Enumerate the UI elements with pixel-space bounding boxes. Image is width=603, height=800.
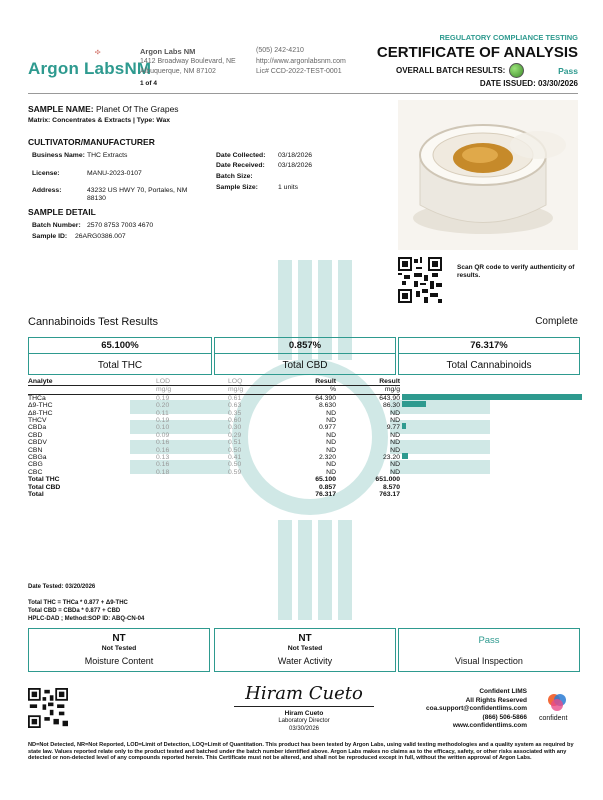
total-thc-label: Total THC: [97, 360, 143, 371]
signer-name: Hiram Cueto: [284, 710, 324, 717]
cell-pct: 76.317: [315, 491, 336, 499]
cell-loq: 0.51: [228, 439, 242, 447]
cell-mg: ND: [390, 417, 400, 425]
cell-mg: 643.90: [379, 394, 400, 402]
address-label: Address:: [32, 187, 62, 194]
batch-size-label: Batch Size:: [216, 173, 253, 180]
sample-size-label: Sample Size:: [216, 184, 258, 191]
signature-date: 03/30/2026: [288, 726, 320, 732]
cell-analyte: CBD: [28, 431, 43, 439]
cell-mg: ND: [390, 431, 400, 439]
business-label: Business Name:: [32, 152, 85, 159]
cell-lod: 0.19: [156, 394, 170, 402]
lims-rights: All Rights Reserved: [465, 696, 527, 704]
cell-pct: 64.390: [315, 394, 336, 402]
cell-analyte: Δ8-THC: [28, 409, 53, 417]
overall-result: Pass: [558, 66, 578, 76]
regulatory-heading: REGULATORY COMPLIANCE TESTING: [439, 33, 578, 42]
date-received-label: Date Received:: [216, 162, 265, 169]
cell-pct: ND: [326, 468, 336, 476]
cell-pct: 8.630: [318, 402, 336, 410]
cell-mg: 8.570: [382, 483, 400, 491]
cell-loq: [228, 484, 268, 491]
water-activity-code: NT: [298, 633, 312, 644]
cell-loq: [228, 491, 268, 498]
col-analyte: Analyte: [28, 378, 53, 385]
total-cannabinoids-label: Total Cannabinoids: [446, 360, 532, 371]
cell-analyte: CBGa: [28, 454, 47, 462]
business-value: THC Extracts: [87, 152, 128, 159]
table-row: [28, 484, 400, 491]
cultivator-heading: CULTIVATOR/MANUFACTURER: [28, 137, 155, 147]
cell-analyte: CBG: [28, 461, 43, 469]
cell-mg: ND: [390, 409, 400, 417]
cell-loq: 0.35: [228, 409, 242, 417]
total-cannabinoids-value: 76.317%: [470, 340, 508, 351]
cell-pct: 2.320: [318, 454, 336, 462]
sample-matrix: Matrix: Concentrates & Extracts | Type: Wax: [28, 117, 171, 124]
water-activity-name: Water Activity: [277, 656, 333, 666]
page-number: 1 of 4: [140, 80, 157, 87]
product-photo: [398, 100, 578, 250]
address-line1: 43232 US HWY 70, Portales, NM: [87, 187, 188, 194]
lims-name: Confident LIMS: [479, 688, 527, 695]
date-collected-value: 03/18/2026: [278, 152, 313, 159]
table-row: [28, 454, 400, 461]
cell-lod: 0.13: [156, 454, 170, 462]
water-activity-box: [214, 628, 396, 672]
formula-thc: Total THC = THCa * 0.877 + Δ9-THC: [28, 600, 128, 606]
sample-size-value: 1 units: [278, 184, 299, 191]
lab-website[interactable]: http://www.argonlabsnm.com: [256, 58, 346, 65]
cell-loq: 0.30: [228, 424, 242, 432]
cell-loq: 0.63: [228, 402, 242, 410]
cell-loq: 0.60: [228, 417, 242, 425]
total-cbd-value: 0.857%: [288, 340, 322, 351]
water-activity-status: Not Tested: [287, 645, 323, 652]
confident-logo-icon: [546, 692, 568, 712]
date-issued: DATE ISSUED: 03/30/2026: [479, 79, 578, 88]
col-lod: LOD: [156, 378, 170, 385]
cell-mg: 763.17: [379, 491, 400, 499]
table-row: [28, 439, 400, 446]
cell-pct: ND: [326, 439, 336, 447]
date-collected-label: Date Collected:: [216, 152, 266, 159]
cell-analyte: Δ9-THC: [28, 402, 53, 410]
date-received-value: 03/18/2026: [278, 162, 313, 169]
lims-email[interactable]: coa.support@confidentlims.com: [426, 705, 527, 712]
table-row: [28, 476, 400, 483]
cell-mg: ND: [390, 446, 400, 454]
lims-web[interactable]: www.confidentlims.com: [452, 722, 527, 729]
header-divider: [28, 93, 578, 94]
signature-image: Hiram Cueto: [245, 683, 363, 704]
visual-inspection-box: [398, 628, 580, 672]
verification-qr-code[interactable]: [398, 257, 442, 303]
total-cannabinoids-box: [398, 337, 580, 375]
formula-cbd: Total CBD = CBDa * 0.877 + CBD: [28, 608, 121, 614]
cell-lod: 0.19: [156, 417, 170, 425]
cell-lod: 0.09: [156, 431, 170, 439]
lab-address-line2: Albuquerque, NM 87102: [140, 68, 216, 75]
lab-address-line1: 1412 Broadway Boulevard, NE: [140, 58, 236, 65]
cell-lod: 0.11: [156, 409, 169, 417]
cell-mg: 23.20: [382, 454, 400, 462]
total-cbd-box: [214, 337, 396, 375]
cell-lod: 0.10: [156, 424, 170, 432]
cell-loq: 0.29: [228, 431, 242, 439]
cannabinoids-status: Complete: [535, 316, 578, 327]
document-title: CERTIFICATE OF ANALYSIS: [376, 44, 578, 61]
cell-mg: 9.77: [386, 424, 400, 432]
moisture-content-box: [28, 628, 210, 672]
col-result-mg: Result: [379, 378, 400, 385]
cell-lod: 0.18: [156, 468, 170, 476]
cell-pct: 65.100: [315, 476, 336, 484]
unit-pct: %: [329, 386, 336, 394]
lab-license: Lic# CCD-2022-TEST-0001: [256, 68, 342, 75]
overall-label: OVERALL BATCH RESULTS:: [396, 66, 506, 75]
lims-info: [426, 688, 527, 731]
cell-loq: [228, 476, 268, 483]
result-bar: [402, 394, 582, 400]
cell-analyte: CBN: [28, 446, 43, 454]
cell-pct: ND: [326, 446, 336, 454]
signature-line: [234, 706, 374, 707]
table-row: [28, 491, 400, 498]
result-bar: [402, 453, 408, 459]
table-row: [28, 402, 400, 409]
cell-loq: 0.41: [228, 454, 242, 462]
visual-inspection-status: Pass: [478, 635, 500, 646]
cannabinoids-title: Cannabinoids Test Results: [28, 316, 159, 328]
date-tested: Date Tested: 03/20/2026: [28, 584, 96, 590]
table-row: [28, 469, 400, 476]
lab-phone: (505) 242-4210: [256, 47, 304, 54]
cell-lod: [156, 476, 228, 483]
total-thc-value: 65.100%: [101, 340, 139, 351]
visual-inspection-name: Visual Inspection: [455, 656, 523, 666]
cell-analyte: Total: [28, 491, 44, 499]
cannabinoid-results-table: [28, 378, 400, 499]
license-label: License:: [32, 170, 60, 177]
cell-pct: ND: [326, 431, 336, 439]
cell-pct: ND: [326, 461, 336, 469]
col-loq: LOQ: [228, 378, 243, 385]
batch-number-label: Batch Number:: [32, 222, 81, 229]
signer-title: Laboratory Director: [278, 718, 330, 724]
cell-mg: ND: [390, 468, 400, 476]
table-row: [28, 410, 400, 417]
result-bar: [402, 423, 406, 429]
table-row: [28, 424, 400, 431]
cell-analyte: CBDa: [28, 424, 47, 432]
table-row: [28, 417, 400, 424]
cell-mg: ND: [390, 461, 400, 469]
table-header-row: [28, 378, 400, 386]
sample-id-value: 26ARG0386.007: [75, 233, 126, 240]
cell-lod: 0.16: [156, 446, 170, 454]
moisture-status: Not Tested: [101, 645, 137, 652]
unit-mg: mg/g: [384, 386, 400, 394]
cell-loq: 0.50: [228, 461, 242, 469]
unit-loq: mg/g: [228, 386, 244, 394]
cell-analyte: CBDV: [28, 439, 47, 447]
cell-pct: 0.977: [318, 424, 336, 432]
table-row: [28, 394, 400, 402]
cell-pct: ND: [326, 409, 336, 417]
cell-lod: [156, 491, 228, 498]
sample-id-label: Sample ID:: [32, 233, 68, 240]
cell-lod: 0.20: [156, 402, 170, 410]
cell-lod: 0.16: [156, 461, 170, 469]
cell-mg: 651.000: [375, 476, 400, 484]
cell-analyte: THCV: [28, 417, 47, 425]
method-note: HPLC-DAD ; Method:SOP ID: ABQ-CN-04: [28, 616, 145, 622]
pass-status-icon: [509, 63, 524, 78]
cell-lod: 0.16: [156, 439, 170, 447]
sample-detail-heading: SAMPLE DETAIL: [28, 207, 96, 217]
cell-mg: ND: [390, 439, 400, 447]
cell-analyte: CBC: [28, 468, 43, 476]
cell-analyte: THCa: [28, 394, 46, 402]
moisture-code: NT: [112, 633, 126, 644]
result-bar: [402, 401, 426, 407]
table-row: [28, 461, 400, 468]
cell-lod: [156, 484, 228, 491]
cell-mg: 86.30: [382, 402, 400, 410]
unit-lod: mg/g: [156, 386, 172, 394]
total-cbd-label: Total CBD: [282, 360, 328, 371]
footer-qr-code[interactable]: [28, 688, 68, 728]
qr-note: Scan QR code to verify authenticity of results.: [457, 264, 575, 279]
address-line2: 88130: [87, 195, 106, 202]
cell-pct: ND: [326, 417, 336, 425]
total-thc-box: [28, 337, 212, 375]
cell-loq: 0.59: [228, 468, 242, 476]
sample-name: SAMPLE NAME: Planet Of The Grapes: [28, 104, 179, 114]
cell-analyte: Total CBD: [28, 483, 61, 491]
table-units-row: [28, 386, 400, 394]
logo-text: Argon LabsNM: [28, 59, 152, 78]
confident-brand: confident: [539, 715, 568, 722]
cell-loq: 0.61: [228, 394, 242, 402]
lims-phone: (866) 506-5866: [482, 713, 527, 721]
col-result-pct: Result: [315, 378, 336, 385]
license-value: MANU-2023-0107: [87, 170, 142, 177]
lab-name: Argon Labs NM: [140, 47, 196, 56]
cell-pct: 0.857: [318, 483, 336, 491]
table-row: [28, 432, 400, 439]
cell-loq: 0.50: [228, 446, 242, 454]
footer-disclaimer: ND=Not Detected, NR=Not Reported, LOD=Limit of Detection, LOQ=Limit of Quantitation. This product has been tested by Argon Labs, using valid testing methodologies and a quality system as required by state law. Values reported relate only to the product tested and batched under the batch number identified above. Argon Labs makes no claims as to the efficacy, safety, or other risks associated with any detected or non-detected level of any compounds reported herein. This Certificate must not be altered, and shall not be reproduced except in full, without the written approval of Argon Labs.: [28, 742, 574, 762]
table-row: [28, 447, 400, 454]
cell-analyte: Total THC: [28, 476, 60, 484]
moisture-name: Moisture Content: [84, 656, 154, 666]
batch-number-value: 2570 8753 7003 4670: [87, 222, 154, 229]
